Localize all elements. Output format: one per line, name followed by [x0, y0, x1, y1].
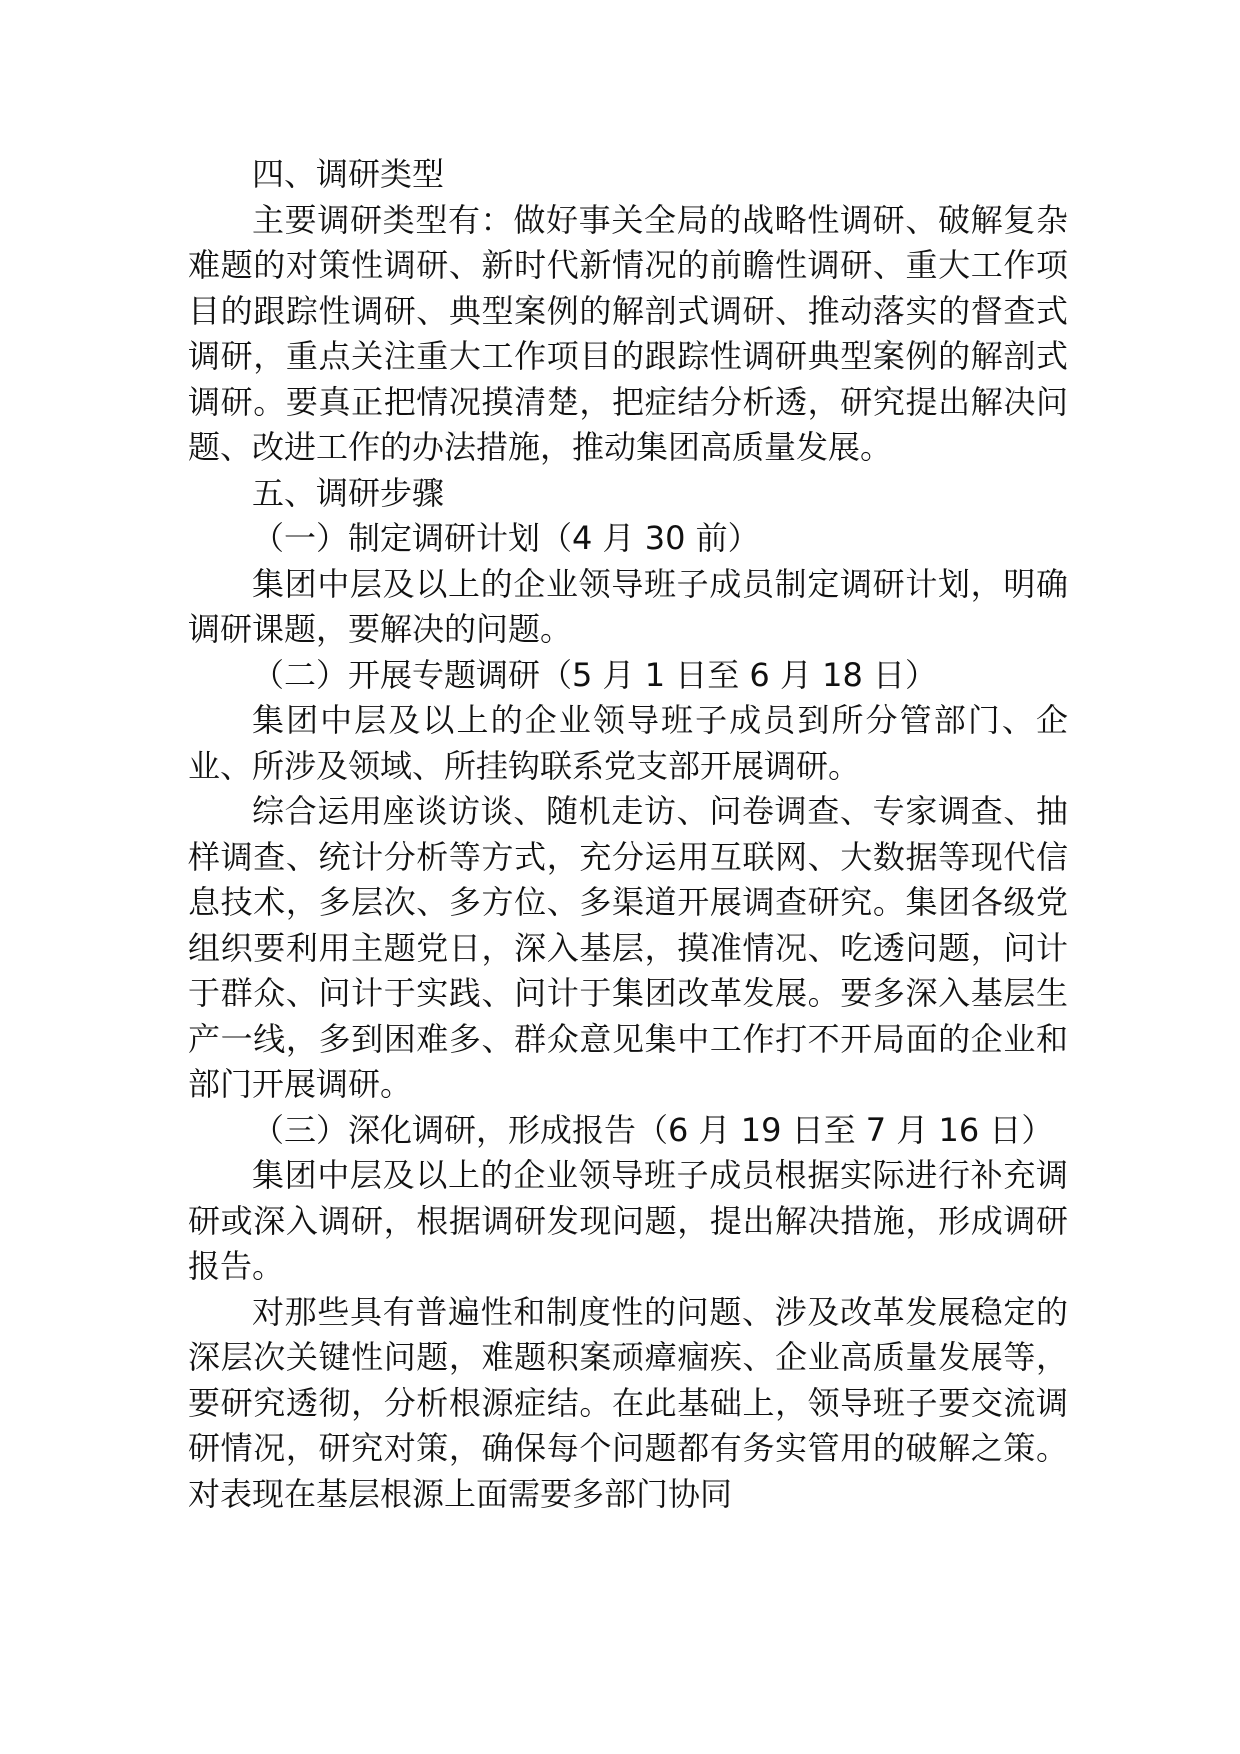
paragraph-survey-types: 主要调研类型有：做好事关全局的战略性调研、破解复杂难题的对策性调研、新时代新情况的前瞻性调研、重大工作项目的跟踪性调研、典型案例的解剖式调研、推动落实的督查式调研，重点关注重大工作项目的跟踪性调研典型案例的解剖式调研。要真正把情况摸清楚，把症结分析透，研究提出解决问题、改进工作的办法措施，推动集团高质量发展。 [188, 200, 1068, 466]
paragraph-step-3-a: 集团中层及以上的企业领导班子成员根据实际进行补充调研或深入调研，根据调研发现问题，提出解决措施，形成调研报告。 [188, 1156, 1068, 1285]
step-heading-1: （一）制定调研计划（4 月 30 前） [252, 519, 760, 557]
paragraph-step-1: 集团中层及以上的企业领导班子成员制定调研计划，明确调研课题，要解决的问题。 [188, 564, 1068, 648]
paragraph-step-2-b: 综合运用座谈访谈、随机走访、问卷调查、专家调查、抽样调查、统计分析等方式，充分运用互联网、大数据等现代信息技术，多层次、多方位、多渠道开展调查研究。集团各级党组织要利用主题党日，深入基层，摸准情况、吃透问题，问计于群众、问计于实践、问计于集团改革发展。要多深入基层生产一线，多到困难多、群众意见集中工作打不开局面的企业和部门开展调研。 [188, 792, 1068, 1103]
step-heading-2: （二）开展专题调研（5 月 1 日至 6 月 18 日） [252, 655, 938, 694]
document-page [188, 152, 1068, 1517]
section-heading-survey-types: 四、调研类型 [252, 155, 445, 193]
paragraph-step-2-a: 集团中层及以上的企业领导班子成员到所分管部门、企业、所涉及领域、所挂钩联系党支部开展调研。 [188, 701, 1068, 785]
paragraph-step-3-b: 对那些具有普遍性和制度性的问题、涉及改革发展稳定的深层次关键性问题，难题积案顽瘴痼疾、企业高质量发展等，要研究透彻，分析根源症结。在此基础上，领导班子要交流调研情况，研究对策，确保每个问题都有务实管用的破解之策。对表现在基层根源上面需要多部门协同 [188, 1292, 1068, 1513]
step-heading-3: （三）深化调研，形成报告（6 月 19 日至 7 月 16 日） [252, 1110, 1054, 1149]
section-heading-survey-steps: 五、调研步骤 [252, 473, 445, 512]
